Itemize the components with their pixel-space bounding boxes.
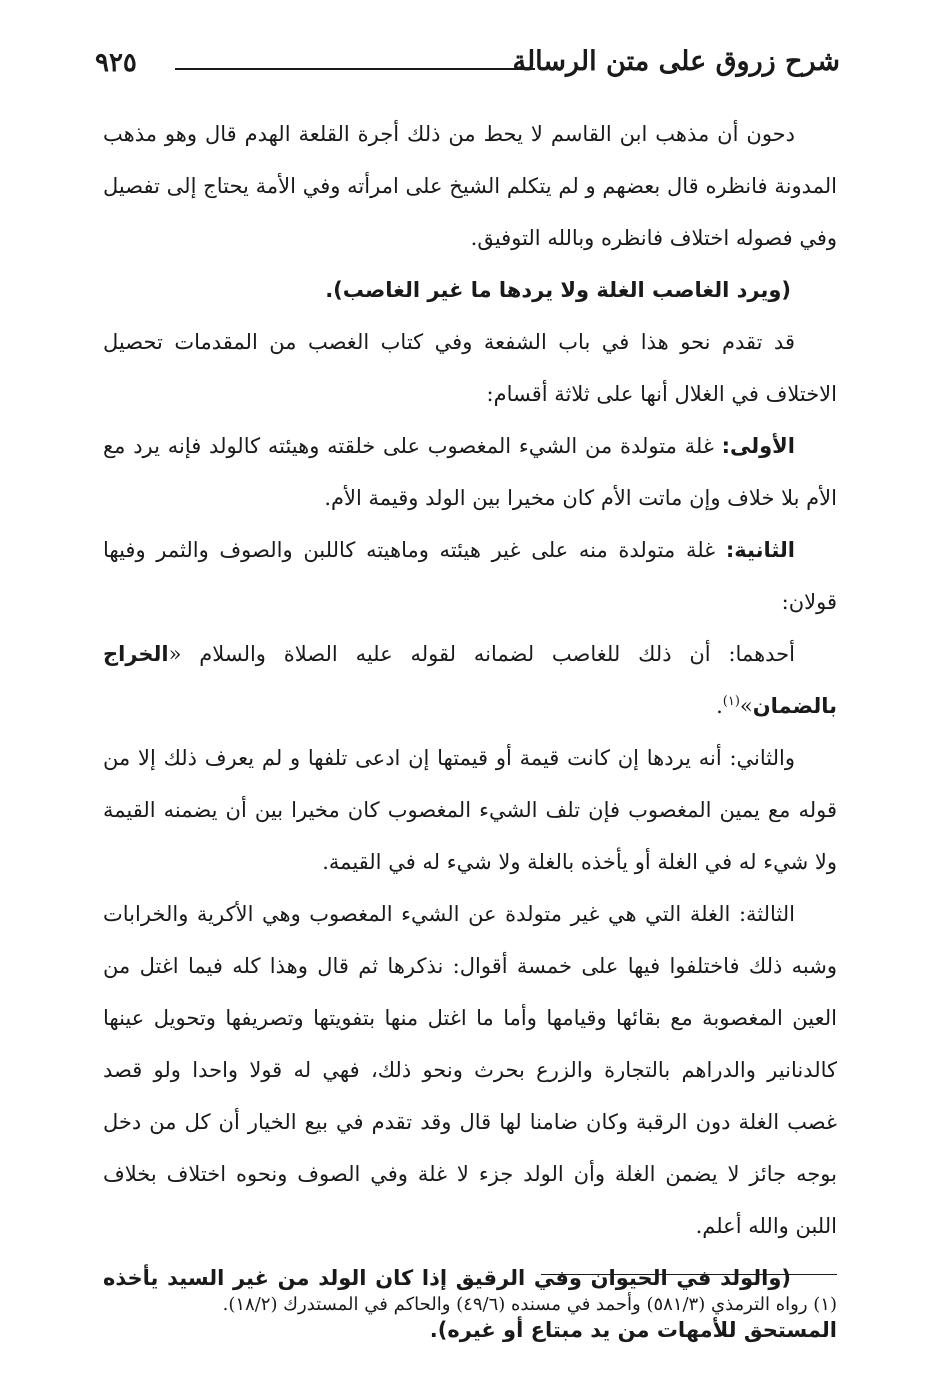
paragraph-text: قد تقدم نحو هذا في باب الشفعة وفي كتاب الغصب من المقدمات تحصيل الاختلاف في الغلال أنها على ثلاثة أقسام: — [103, 330, 837, 406]
footnote: (١) رواه الترمذي (٥٨١/٣) وأحمد في مسنده (٤٩/٦) والحاكم في المستدرك (١٨/٢). — [222, 1294, 837, 1315]
header-rule — [175, 68, 535, 70]
footnote-rule — [541, 1274, 837, 1275]
quote-close: » — [739, 694, 753, 718]
matn-text: (ويرد الغاصب الغلة ولا يردها ما غير الغاصب). — [325, 278, 791, 302]
paragraph — [103, 316, 837, 420]
paragraph — [103, 108, 837, 264]
matn-heading — [103, 264, 837, 316]
paragraph-text: الثالثة: الغلة التي هي غير متولدة عن الشيء المغصوب وهي الأكرية والخرابات وشبه ذلك فاختلفوا فيها على خمسة أقوال: نذكرها ثم قال وهذا كله فيما اغتل من العين المغصوبة مع بقائها وقيامها وأما ما اغتل منها بتفويتها وتصريفها وتحويل عينها كالدنانير والدراهم بالتجارة والزرع بحرث ونحو ذلك، فهي له قولا واحدا ولو قصد غصب الغلة دون الرقبة وكان ضامنا لها قال وقد تقدم في بيع الخيار أن كل من دخل بوجه جائز لا يضمن الغلة وأن الولد جزء لا غلة وفي الصوف ونحوه اختلاف بخلاف اللبن والله أعلم. — [103, 902, 837, 1238]
paragraph — [103, 420, 837, 524]
footnote-marker: (١) — [722, 694, 740, 709]
paragraph — [103, 732, 837, 888]
paragraph-text: دحون أن مذهب ابن القاسم لا يحط من ذلك أجرة القلعة الهدم قال وهو مذهب المدونة فانظره قال بعضهم و لم يتكلم الشيخ على امرأته وفي الأمة يحتاج إلى تفصيل وفي فصوله اختلاف فانظره وبالله التوفيق. — [103, 122, 837, 250]
paragraph — [103, 888, 837, 1252]
paragraph-text: غلة متولدة من الشيء المغصوب على خلقته وهيئته كالولد فإنه يرد مع الأم بلا خلاف وإن ماتت الأم كان مخيرا بين الولد وقيمة الأم. — [103, 434, 837, 510]
matn-text: (والولد في الحيوان وفي الرقيق إذا كان الولد من غير السيد يأخذه المستحق للأمهات من يد مبتاع أو غيره). — [103, 1266, 837, 1342]
paragraph — [103, 524, 837, 628]
paragraph-text: والثاني: أنه يردها إن كانت قيمة أو قيمتها إن ادعى تلفها و لم يعرف ذلك إلا من قوله مع يمين المغصوب فإن تلف الشيء المغصوب كان مخيرا بين أن يضمنه القيمة ولا شيء له في الغلة أو يأخذه بالغلة ولا شيء له في القيمة. — [103, 746, 837, 874]
paragraph-text: أحدهما: أن ذلك للغاصب لضمانه لقوله عليه الصلاة والسلام « — [168, 642, 795, 666]
paragraph-text: غلة متولدة منه على غير هيئته وماهيته كاللبن والصوف والثمر وفيها قولان: — [103, 538, 837, 614]
running-title: شرح زروق على متن الرسالة — [512, 46, 840, 77]
page-number: ٩٢٥ — [95, 48, 137, 78]
page-header — [95, 42, 840, 92]
paragraph-lead: الثانية: — [725, 538, 795, 562]
paragraph-end: . — [716, 694, 723, 718]
hadith-text: الخراج بالضمان — [103, 642, 837, 718]
paragraph-lead: الأولى: — [721, 434, 795, 458]
paragraph — [103, 628, 837, 732]
body-text — [103, 108, 837, 1356]
